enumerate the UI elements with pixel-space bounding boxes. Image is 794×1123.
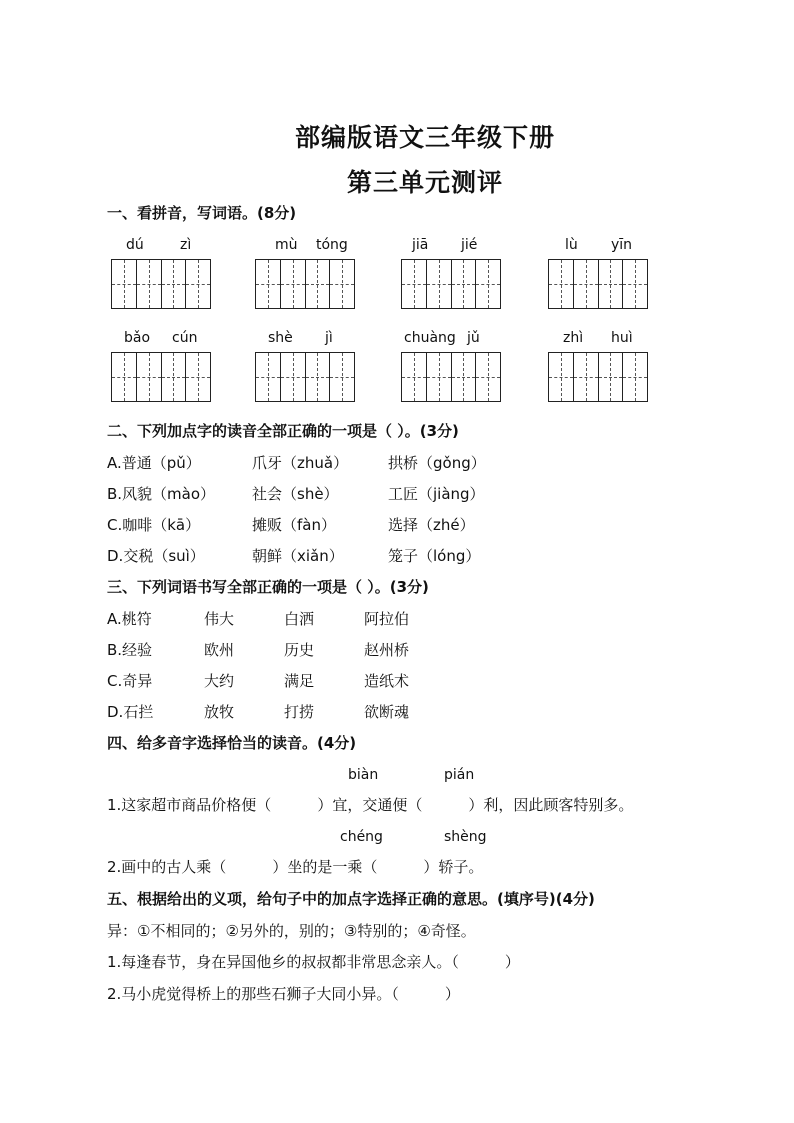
pinyin-label: cún [172, 330, 198, 346]
option-b-word-3: 工匠（jiàng） [388, 485, 485, 503]
writing-grid[interactable] [255, 352, 355, 402]
option-c-word-2: 摊贩（fàn） [252, 516, 336, 534]
q1-heading: 一、看拼音，写词语。(8分) [107, 204, 297, 222]
pinyin-label: jǔ [467, 330, 480, 346]
pinyin-label: shè [268, 330, 293, 346]
writing-grid[interactable] [111, 352, 211, 402]
option-a-word-1: A.桃符 [107, 610, 152, 628]
writing-grid[interactable] [401, 352, 501, 402]
pinyin-label: zhì [563, 330, 584, 346]
pinyin-label: jié [461, 237, 478, 253]
pinyin-label: jiā [412, 237, 429, 253]
q3-heading: 三、下列词语书写全部正确的一项是（ ）。(3分) [107, 578, 429, 596]
pinyin-label: yīn [611, 237, 633, 253]
option-d-word-1: D.交税（suì） [107, 547, 205, 565]
pinyin-label: mù [275, 237, 298, 253]
option-a-word-3: 白洒 [284, 610, 315, 628]
pinyin-option: biàn [348, 767, 379, 783]
option-b-word-1: B.经验 [107, 641, 153, 659]
writing-grid[interactable] [548, 259, 648, 309]
option-d-word-3: 笼子（lóng） [388, 547, 481, 565]
pinyin-option: pián [444, 767, 475, 783]
q4-sentence-2: 2.画中的古人乘（ ）坐的是一乘（ ）轿子。 [107, 858, 484, 876]
q4-sentence-1: 1.这家超市商品价格便（ ）宜，交通便（ ）利，因此顾客特别多。 [107, 796, 634, 814]
option-c-word-3: 选择（zhé） [388, 516, 475, 534]
option-c-word-1: C.咖啡（kā） [107, 516, 201, 534]
q5-sentence-2: 2.马小虎觉得桥上的那些石狮子大同小异。（ ） [107, 985, 460, 1003]
option-d-word-1: D.石拦 [107, 703, 154, 721]
option-a-word-1: A.普通（pǔ） [107, 454, 201, 472]
q5-meanings: 异：①不相同的；②另外的，别的；③特别的；④奇怪。 [107, 922, 476, 940]
option-d-word-2: 朝鲜（xiǎn） [252, 547, 344, 565]
option-c-word-4: 造纸术 [364, 672, 410, 690]
option-d-word-2: 放牧 [204, 703, 235, 721]
q5-heading: 五、根据给出的义项，给句子中的加点字选择正确的意思。(填序号)(4分) [107, 890, 595, 908]
option-a-word-3: 拱桥（gǒng） [388, 454, 486, 472]
option-b-word-2: 社会（shè） [252, 485, 339, 503]
pinyin-label: zì [180, 237, 192, 253]
option-b-word-4: 赵州桥 [364, 641, 410, 659]
option-b-word-3: 历史 [284, 641, 315, 659]
pinyin-label: dú [126, 237, 144, 253]
writing-grid[interactable] [255, 259, 355, 309]
option-a-word-2: 爪牙（zhuǎ） [252, 454, 349, 472]
pinyin-label: chuàng [404, 330, 456, 346]
option-a-word-2: 伟大 [204, 610, 235, 628]
option-b-word-1: B.风貌（mào） [107, 485, 216, 503]
pinyin-label: tóng [316, 237, 348, 253]
option-c-word-3: 满足 [284, 672, 315, 690]
writing-grid[interactable] [401, 259, 501, 309]
option-c-word-1: C.奇异 [107, 672, 153, 690]
pinyin-label: lù [565, 237, 578, 253]
pinyin-label: bǎo [124, 330, 151, 346]
pinyin-option: chéng [340, 829, 383, 845]
writing-grid[interactable] [548, 352, 648, 402]
option-c-word-2: 大约 [204, 672, 235, 690]
pinyin-label: huì [611, 330, 633, 346]
option-b-word-2: 欧州 [204, 641, 235, 659]
pinyin-option: shèng [444, 829, 487, 845]
q2-heading: 二、下列加点字的读音全部正确的一项是（ ）。(3分) [107, 422, 459, 440]
option-d-word-4: 欲断魂 [364, 703, 410, 721]
option-a-word-4: 阿拉伯 [364, 610, 410, 628]
page-title: 部编版语文三年级下册 [294, 123, 555, 152]
option-d-word-3: 打捞 [284, 703, 315, 721]
pinyin-label: jì [325, 330, 333, 346]
q5-sentence-1: 1.每逢春节，身在异国他乡的叔叔都非常思念亲人。（ ） [107, 953, 520, 971]
page-subtitle: 第三单元测评 [346, 168, 503, 197]
q4-heading: 四、给多音字选择恰当的读音。(4分) [107, 734, 357, 752]
writing-grid[interactable] [111, 259, 211, 309]
